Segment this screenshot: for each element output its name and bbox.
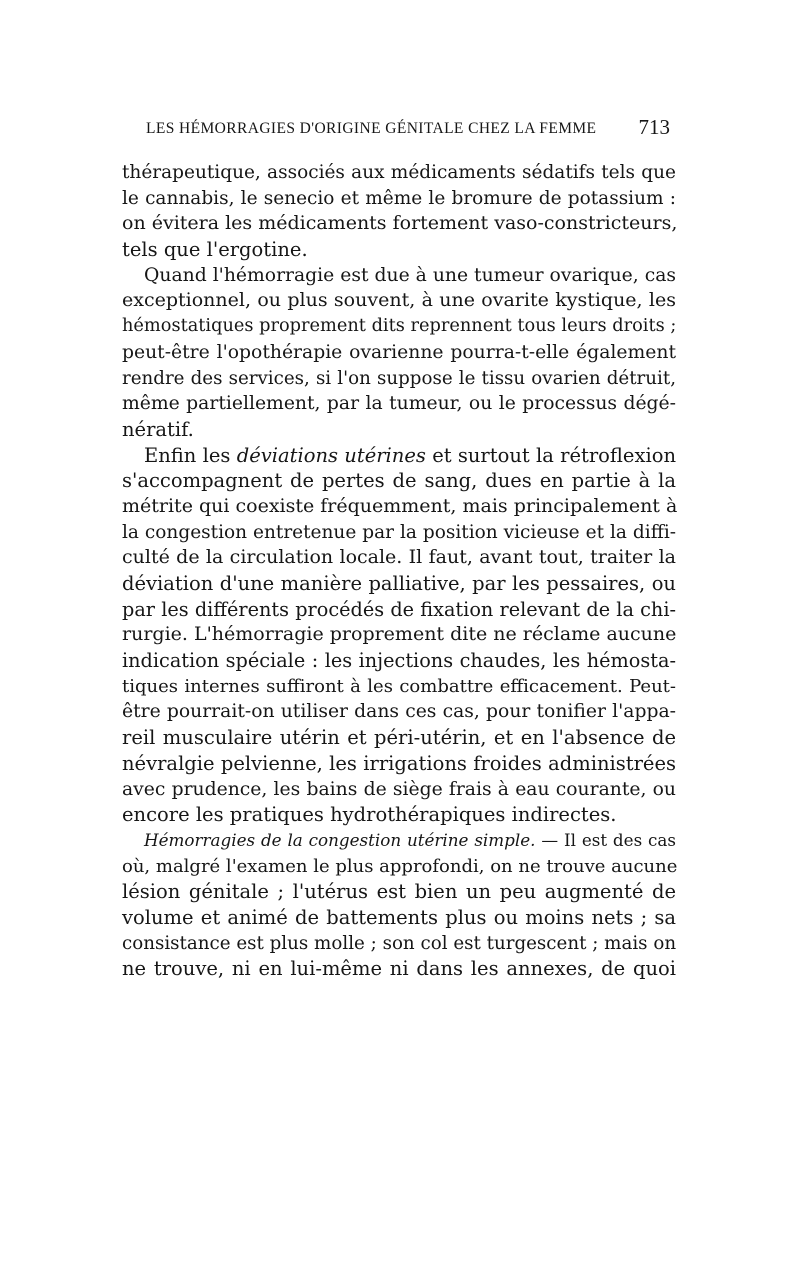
text-line: peut-être l'opothérapie ovarienne pourra-t-elle également xyxy=(122,341,676,363)
text-line: par les différents procédés de fixation relevant de la chi- xyxy=(122,597,676,621)
text-line: rurgie. L'hémorragie proprement dite ne réclame aucune xyxy=(122,623,677,646)
text-line: exceptionnel, ou plus souvent, à une ovarite kystique, les xyxy=(122,289,676,312)
text-line: lésion génitale ; l'utérus est bien un peu augmenté de xyxy=(122,880,676,904)
text-fragment: — Il est des cas xyxy=(535,829,676,850)
text-line: reil musculaire utérin et péri-utérin, et en l'absence de xyxy=(122,726,676,750)
text-fragment: Enfin les xyxy=(144,443,237,467)
running-head-title: LES HÉMORRAGIES D'ORIGINE GÉNITALE CHEZ LA FEMME xyxy=(146,120,597,137)
text-line: déviation d'une manière palliative, par les pessaires, ou xyxy=(122,572,676,595)
text-line: rendre des services, si l'on suppose le tissu ovarien détruit, xyxy=(122,367,676,389)
text-line: thérapeutique, associés aux médicaments sédatifs tels que xyxy=(122,162,676,183)
text-line: névralgie pelvienne, les irrigations froides administrées xyxy=(122,751,676,775)
text-fragment: et surtout la rétroflexion xyxy=(425,443,677,467)
text-line: Quand l'hémorragie est due à une tumeur ovarique, cas xyxy=(144,264,676,286)
text-line: volume et animé de battements plus ou moins nets ; sa xyxy=(122,905,676,929)
text-line: s'accompagnent de pertes de sang, dues en partie à la xyxy=(122,469,676,493)
text-line: ne trouve, ni en lui-même ni dans les annexes, de quoi xyxy=(122,957,676,981)
text-line: être pourrait-on utiliser dans ces cas, pour tonifier l'appa- xyxy=(122,701,676,723)
text-line xyxy=(120,828,676,854)
body-text xyxy=(120,160,676,982)
text-line xyxy=(120,443,676,469)
text-line: culté de la circulation locale. Il faut, avant tout, traiter la xyxy=(122,546,676,569)
text-line: indication spéciale : les injections chaudes, les hémosta- xyxy=(122,649,676,673)
text-line: encore les pratiques hydrothérapiques indirectes. xyxy=(122,803,617,827)
text-line: où, malgré l'examen le plus approfondi, on ne trouve aucune xyxy=(122,855,678,877)
text-line: tels que l'ergotine. xyxy=(122,238,308,262)
text-line: on évitera les médicaments fortement vaso-constricteurs, xyxy=(122,212,678,235)
text-line: avec prudence, les bains de siège frais à eau courante, ou xyxy=(122,778,676,800)
running-head xyxy=(146,115,670,144)
text-line: consistance est plus molle ; son col est turgescent ; mais on xyxy=(122,932,677,954)
text-line: même partiellement, par la tumeur, ou le processus dégé- xyxy=(122,393,676,415)
text-line: la congestion entretenue par la position vicieuse et la diffi- xyxy=(122,521,676,543)
text-line: métrite qui coexiste fréquemment, mais principalement à xyxy=(122,494,678,517)
text-line: le cannabis, le senecio et même le bromure de potassium : xyxy=(122,187,676,209)
text-line: nératif. xyxy=(122,417,194,441)
text-line: tiques internes suffiront à les combattre efficacement. Peut- xyxy=(122,675,676,697)
text-line: hémostatiques proprement dits reprennent tous leurs droits ; xyxy=(122,316,677,337)
page-number: 713 xyxy=(638,115,670,139)
italic-heading: Hémorragies de la congestion utérine simple. xyxy=(144,829,536,850)
italic-term: déviations utérines xyxy=(236,443,426,467)
